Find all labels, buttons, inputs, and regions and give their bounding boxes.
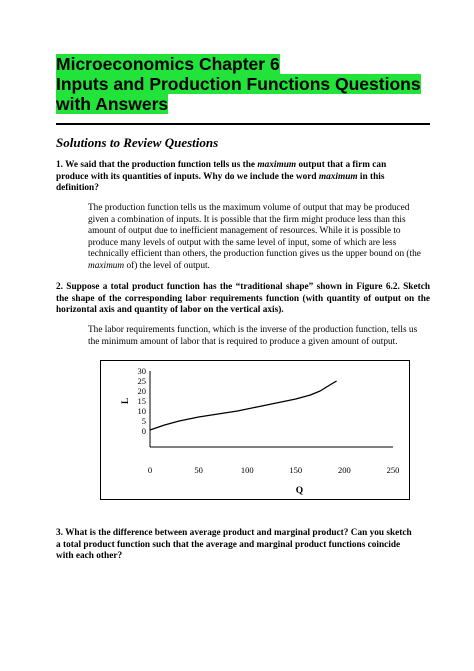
question-1-emphasis-b: maximum	[318, 171, 358, 182]
x-tick-label: 0	[147, 465, 153, 475]
question-1	[56, 160, 396, 195]
chart-svg	[101, 361, 411, 501]
x-tick-label: 50	[194, 465, 203, 475]
x-tick-label: 100	[240, 465, 254, 475]
labor-requirements-chart	[100, 360, 410, 500]
question-2: 2. Suppose a total product function has the “traditional shape” shown in Figure 6.2. Sketch the shape of the corresponding labor requirements function (with quantity of output on the horizontal axis and quantity of labor on the vertical axis).	[56, 282, 430, 315]
title-line-3: with Answers	[56, 94, 169, 114]
y-tick-label: 5	[141, 416, 146, 426]
title-line-1: Microeconomics Chapter 6	[56, 54, 280, 74]
question-1-text-a: 1. We said that the production function tells us the	[56, 160, 258, 170]
y-axis-label: L	[121, 397, 131, 405]
section-heading: Solutions to Review Questions	[56, 135, 219, 150]
y-tick-label: 0	[141, 426, 146, 436]
y-tick-label: 15	[137, 396, 146, 406]
title-divider	[56, 123, 430, 125]
document-title	[56, 54, 446, 114]
question-1-text-c: in this definition?	[56, 171, 385, 193]
x-axis-label: Q	[295, 486, 304, 496]
answer-1	[88, 203, 430, 272]
question-1-text-b: output that a firm can produce with its quantities of inputs. Why do we include the word	[56, 160, 387, 182]
question-1-emphasis-a: maximum	[257, 160, 297, 170]
series-line	[150, 381, 337, 430]
answer-1-text-b: of) the level of output.	[124, 260, 210, 271]
title-line-2: Inputs and Production Functions Questions	[56, 74, 421, 94]
answer-1-emphasis: maximum	[88, 260, 125, 271]
y-tick-label: 10	[137, 406, 146, 416]
answer-1-text-a: The production function tells us the maximum volume of output that may be produced given a combination of inputs. It is possible that the firm might produce less than this amount of output due to inefficient management of resources. While it is possible to produce many levels of output with the same level of input, some of which are less technically efficient than others, the production function gives us the upper bound on (the	[88, 203, 421, 259]
answer-2: The labor requirements function, which is the inverse of the production function, tells us the minimum amount of labor that is required to produce a given amount of output.	[88, 325, 418, 347]
x-tick-label: 150	[289, 465, 303, 475]
y-tick-label: 20	[137, 386, 146, 396]
x-tick-label: 200	[338, 465, 351, 475]
x-tick-label: 250	[386, 465, 400, 475]
y-tick-label: 30	[137, 366, 146, 376]
y-tick-label: 25	[137, 376, 146, 386]
question-3: 3. What is the difference between average product and marginal product? Can you sketch a total product function such that the average and marginal product functions coincide with each other?	[56, 528, 412, 561]
